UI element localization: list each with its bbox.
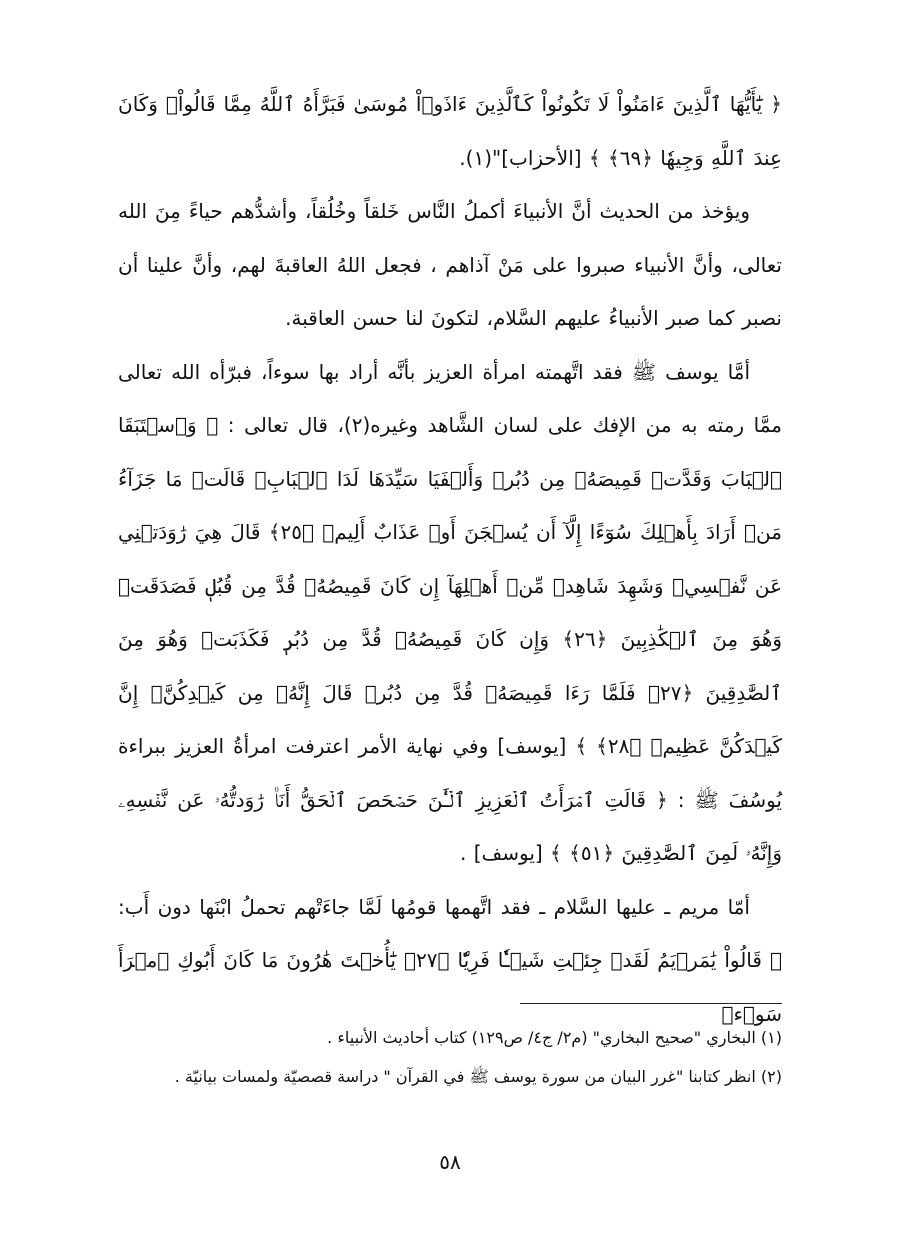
page-number: ٥٨ xyxy=(439,1150,461,1174)
footnote-1: (١) البخاري "صحيح البخاري" (م٢/ ج٤/ ص١٢٩) كتاب أحاديث الأنبياء . xyxy=(327,1028,782,1047)
footnote-divider xyxy=(520,1003,782,1004)
footnote-2: (٢) انظر كتابنا "غرر البيان من سورة يوسف ﷺ في القرآن " دراسة قصصيّة ولمسات بيانيّة . xyxy=(174,1067,782,1086)
quran-quote-paragraph: ﴿ يَٰٓأَيُّهَا ٱلَّذِينَ ءَامَنُواْ لَا تَكُونُواْ كَٱلَّذِينَ ءَاذَوۡاْ مُوسَىٰ فَبَرَّأَهُ ٱللَّهُ مِمَّا قَالُواْۚ وَكَانَ عِندَ ٱللَّهِ وَجِيهٗا ﴿٦٩﴾ ﴾ [الأحزاب]"(١). xyxy=(118,92,782,170)
footnotes xyxy=(118,1018,782,1096)
body-text xyxy=(118,78,782,1041)
commentary-paragraph: ويؤخذ من الحديث أنَّ الأنبياءَ أكملُ النَّاس خَلقاً وخُلُقاً، وأشدُّهم حياءً مِنَ الله تعالى، وأنَّ الأنبياء صبروا على مَنْ آذاهم ، فجعل اللهُ العاقبةَ لهم، وأنَّ علينا أن نصبر كما صبر الأنبياءُ عليهم السَّلام، لتكونَ لنا حسن العاقبة. xyxy=(118,199,782,330)
maryam-paragraph: أمّا مريم ـ عليها السَّلام ـ فقد اتَّهمها قومُها لَمَّا جاءَتْهم تحملُ ابْنَها دون أَب: ﴿ قَالُواْ يَٰمَرۡيَمُ لَقَدۡ جِئۡتِ شَيۡـٔٗا فَرِيّٗا ﴿٢٧﴾ يَٰٓأُخۡتَ هَٰرُونَ مَا كَانَ أَبُوكِ ٱمۡرَأَ سَوۡءٖ xyxy=(118,894,782,1026)
yusuf-paragraph: أمَّا يوسف ﷺ فقد اتَّهمته امرأة العزيز بأنَّه أراد بها سوءاً، فبرّأه الله تعالى ممَّا رمته به من الإفك على لسان الشَّاهد وغيره(٢)، قال تعالى : ﴿ وَٱسۡتَبَقَا ٱلۡبَابَ وَقَدَّتۡ قَمِيصَهُۥ مِن دُبُرٖ وَأَلۡفَيَا سَيِّدَهَا لَدَا ٱلۡبَابِۚ قَالَتۡ مَا جَزَآءُ مَنۡ أَرَادَ بِأَهۡلِكَ سُوٓءًا إِلَّآ أَن يُسۡجَنَ أَوۡ عَذَابٌ أَلِيمٞ ﴿٢٥﴾ قَالَ هِيَ رَٰوَدَتۡنِي عَن نَّفۡسِيۚ وَشَهِدَ شَاهِدٞ مِّنۡ أَهۡلِهَآ إِن كَانَ قَمِيصُهُۥ قُدَّ مِن قُبُلٖ فَصَدَقَتۡ وَهُوَ مِنَ ٱلۡكَٰذِبِينَ ﴿٢٦﴾ وَإِن كَانَ قَمِيصُهُۥ قُدَّ مِن دُبُرٖ فَكَذَبَتۡ وَهُوَ مِنَ ٱلصَّٰدِقِينَ ﴿٢٧﴾ فَلَمَّا رَءَا قَمِيصَهُۥ قُدَّ مِن دُبُرٖ قَالَ إِنَّهُۥ مِن كَيۡدِكُنَّۖ إِنَّ كَيۡدَكُنَّ عَظِيمٞ ﴿٢٨﴾ ﴾ [يوسف] وفي نهاية الأمر اعترفت امرأةُ العزيز ببراءة يُوسُفَ ﷺ : ﴿ قَالَتِ ٱمۡرَأَتُ ٱلۡعَزِيزِ ٱلۡـَٰٔنَ حَصۡحَصَ ٱلۡحَقُّ أَنَا۠ رَٰوَدتُّهُۥ عَن نَّفۡسِهِۦ وَإِنَّهُۥ لَمِنَ ٱلصَّٰدِقِينَ ﴿٥١﴾ ﴾ [يوسف] . xyxy=(118,359,783,865)
